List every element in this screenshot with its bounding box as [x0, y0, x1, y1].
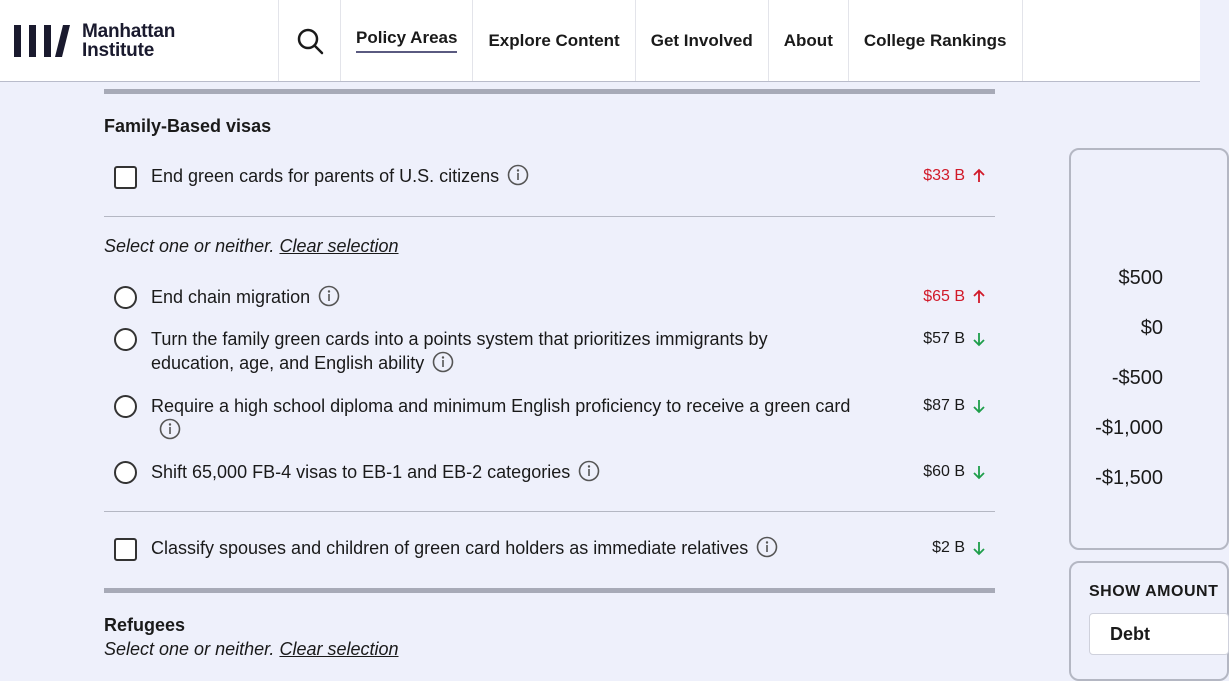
option-text: Classify spouses and children of green card holders as immediate relatives — [151, 538, 749, 558]
radio-shift-fb4-visas[interactable] — [114, 461, 137, 484]
amount-badge — [923, 463, 985, 481]
option-label — [151, 327, 851, 375]
amount-value: $65 B — [923, 288, 965, 305]
option-shift-fb4-visas — [104, 460, 995, 490]
amount-badge — [923, 330, 985, 348]
arrow-down-icon — [973, 332, 985, 346]
search-icon — [296, 27, 324, 55]
nav-get-involved-label: Get Involved — [650, 30, 753, 50]
section-title-refugees: Refugees — [104, 615, 186, 635]
logo-mark-icon — [14, 25, 66, 57]
nav-college-rankings[interactable] — [849, 0, 1023, 81]
clear-selection-link[interactable]: Clear selection — [279, 639, 399, 659]
info-icon[interactable] — [432, 351, 454, 373]
option-text: Require a high school diploma and minimum English proficiency to receive a green card — [151, 396, 851, 416]
option-label — [151, 164, 851, 188]
nav-policy-areas[interactable] — [341, 0, 473, 81]
option-text: Shift 65,000 FB-4 visas to EB-1 and EB-2 categories — [151, 462, 571, 482]
option-end-chain-migration — [104, 285, 995, 315]
amount-value: $33 B — [923, 167, 965, 184]
amount-value: $2 B — [932, 539, 965, 556]
nav-policy-areas-label: Policy Areas — [356, 28, 457, 53]
y-tick-label: -$1,000 — [1095, 417, 1163, 439]
radio-points-system[interactable] — [114, 328, 137, 351]
info-icon[interactable] — [507, 164, 529, 186]
option-label — [151, 460, 851, 484]
amount-badge — [932, 539, 985, 557]
select-hint — [104, 236, 399, 257]
option-text: End green cards for parents of U.S. citizens — [151, 166, 500, 186]
checkbox-end-parent-green-cards[interactable] — [114, 166, 137, 189]
info-icon[interactable] — [159, 418, 181, 440]
header-spacer — [1023, 0, 1201, 81]
logo-text — [82, 22, 175, 60]
section-divider — [104, 588, 995, 593]
radio-diploma-requirement[interactable] — [114, 395, 137, 418]
option-classify-spouses — [104, 536, 995, 566]
section-title-family: Family-Based visas — [104, 116, 272, 136]
info-icon[interactable] — [318, 285, 340, 307]
show-amount-label: SHOW AMOUNT — [1089, 583, 1219, 600]
nav-college-rankings-label: College Rankings — [863, 30, 1007, 50]
arrow-down-icon — [973, 541, 985, 555]
arrow-down-icon — [973, 399, 985, 413]
logo-line2: Institute — [82, 39, 155, 61]
option-points-system — [104, 327, 995, 377]
amount-badge — [923, 167, 985, 185]
radio-end-chain-migration[interactable] — [114, 286, 137, 309]
option-end-parent-green-cards — [104, 164, 995, 194]
search-button[interactable] — [279, 0, 341, 81]
divider — [104, 216, 995, 217]
budget-chart-panel — [1069, 148, 1229, 550]
checkbox-classify-spouses[interactable] — [114, 538, 137, 561]
divider — [104, 511, 995, 512]
logo[interactable] — [0, 0, 279, 81]
y-tick-label: $0 — [1140, 317, 1163, 339]
option-label — [151, 394, 851, 442]
amount-value: $60 B — [923, 463, 965, 480]
arrow-up-icon — [973, 169, 985, 183]
clear-selection-link[interactable]: Clear selection — [279, 236, 399, 256]
amount-value: $57 B — [923, 330, 965, 347]
show-amount-select[interactable]: Debt — [1089, 613, 1229, 655]
amount-value: $87 B — [923, 397, 965, 414]
arrow-down-icon — [973, 465, 985, 479]
section-divider-top — [104, 89, 995, 94]
y-tick-label: $500 — [1118, 267, 1163, 289]
option-diploma-requirement — [104, 394, 995, 444]
show-amount-panel — [1069, 561, 1229, 681]
nav-explore-content[interactable] — [473, 0, 635, 81]
nav-about[interactable] — [769, 0, 849, 81]
amount-badge — [923, 288, 985, 306]
option-text: End chain migration — [151, 287, 311, 307]
option-label — [151, 285, 851, 309]
hint-text: Select one or neither. — [104, 236, 275, 256]
select-hint-refugees — [104, 639, 399, 660]
nav-explore-content-label: Explore Content — [488, 30, 620, 50]
arrow-up-icon — [973, 290, 985, 304]
logo-line1: Manhattan — [82, 20, 176, 42]
nav-about-label: About — [783, 30, 833, 50]
option-text: Turn the family green cards into a points system that prioritizes immigrants by education, age, and English ability — [151, 329, 768, 373]
amount-badge — [923, 397, 985, 415]
y-tick-label: -$1,500 — [1095, 467, 1163, 489]
info-icon[interactable] — [756, 536, 778, 558]
y-tick-label: -$500 — [1111, 367, 1163, 389]
info-icon[interactable] — [578, 460, 600, 482]
option-label — [151, 536, 851, 560]
nav-get-involved[interactable] — [636, 0, 769, 81]
hint-text: Select one or neither. — [104, 639, 275, 659]
site-header — [0, 0, 1200, 82]
